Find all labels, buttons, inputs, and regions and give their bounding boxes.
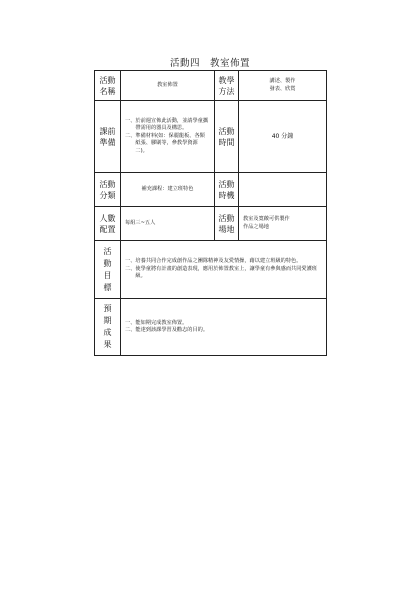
page-title: 活動四 教室佈置 (169, 58, 250, 69)
list-item: 一、 於前週宣佈此活動，並請學童攜帶需用的器具及構思。 (125, 117, 209, 132)
row-preparation (95, 101, 327, 173)
list-item: 二、 能達到該課學習及勸志的目的。 (125, 327, 209, 333)
people-value: 每組三~五人 (121, 207, 215, 241)
row-people (95, 207, 327, 241)
list-item: 一、 培養共同合作完成創作品之團隊精神及友愛情操，藉以建立班級的特色。 (125, 258, 302, 265)
outcomes-label: 預 期 成 果 (95, 299, 121, 356)
list-item: 一、 能如期完成教室佈置。 (125, 319, 188, 326)
teaching-method-label: 教學 方法 (215, 71, 239, 101)
activity-timing-value (239, 173, 327, 207)
goals-label: 活 動 目 標 (95, 241, 121, 299)
preparation-items (121, 101, 215, 173)
activity-time-label: 活動 時間 (215, 101, 239, 173)
list-item: 二、 準備材料(如：保麗龍板、各類紙張、膠刷等，參教學資源二)。 (125, 132, 205, 154)
activity-time-value: 40 分鐘 (239, 101, 327, 173)
people-label: 人數 配置 (95, 207, 121, 241)
activity-timing-label: 活動 時機 (215, 173, 239, 207)
row-category (95, 173, 327, 207)
venue-label: 活動 場地 (215, 207, 239, 241)
category-value: 補充課程：建立班特色 (121, 173, 215, 207)
preparation-label: 課前 準備 (95, 101, 121, 173)
activity-name-label: 活動 名稱 (95, 71, 121, 101)
list-item: 二、 使學童將有計畫的創造表現，應用於佈置教室上，讓學童有參與感而共同愛護班級。 (125, 265, 317, 280)
activity-name-value: 教室佈置 (121, 71, 215, 101)
row-goals (95, 241, 327, 299)
activity-plan-table (94, 70, 327, 356)
teaching-method-value: 講述、製作 發表、欣賞 (239, 71, 327, 101)
row-activity-name (95, 71, 327, 101)
outcomes-items (121, 299, 327, 356)
category-label: 活動 分類 (95, 173, 121, 207)
venue-value: 教室及寬敞可供製作 作品之場地 (239, 207, 327, 241)
goals-items (121, 241, 327, 299)
row-outcomes (95, 299, 327, 356)
